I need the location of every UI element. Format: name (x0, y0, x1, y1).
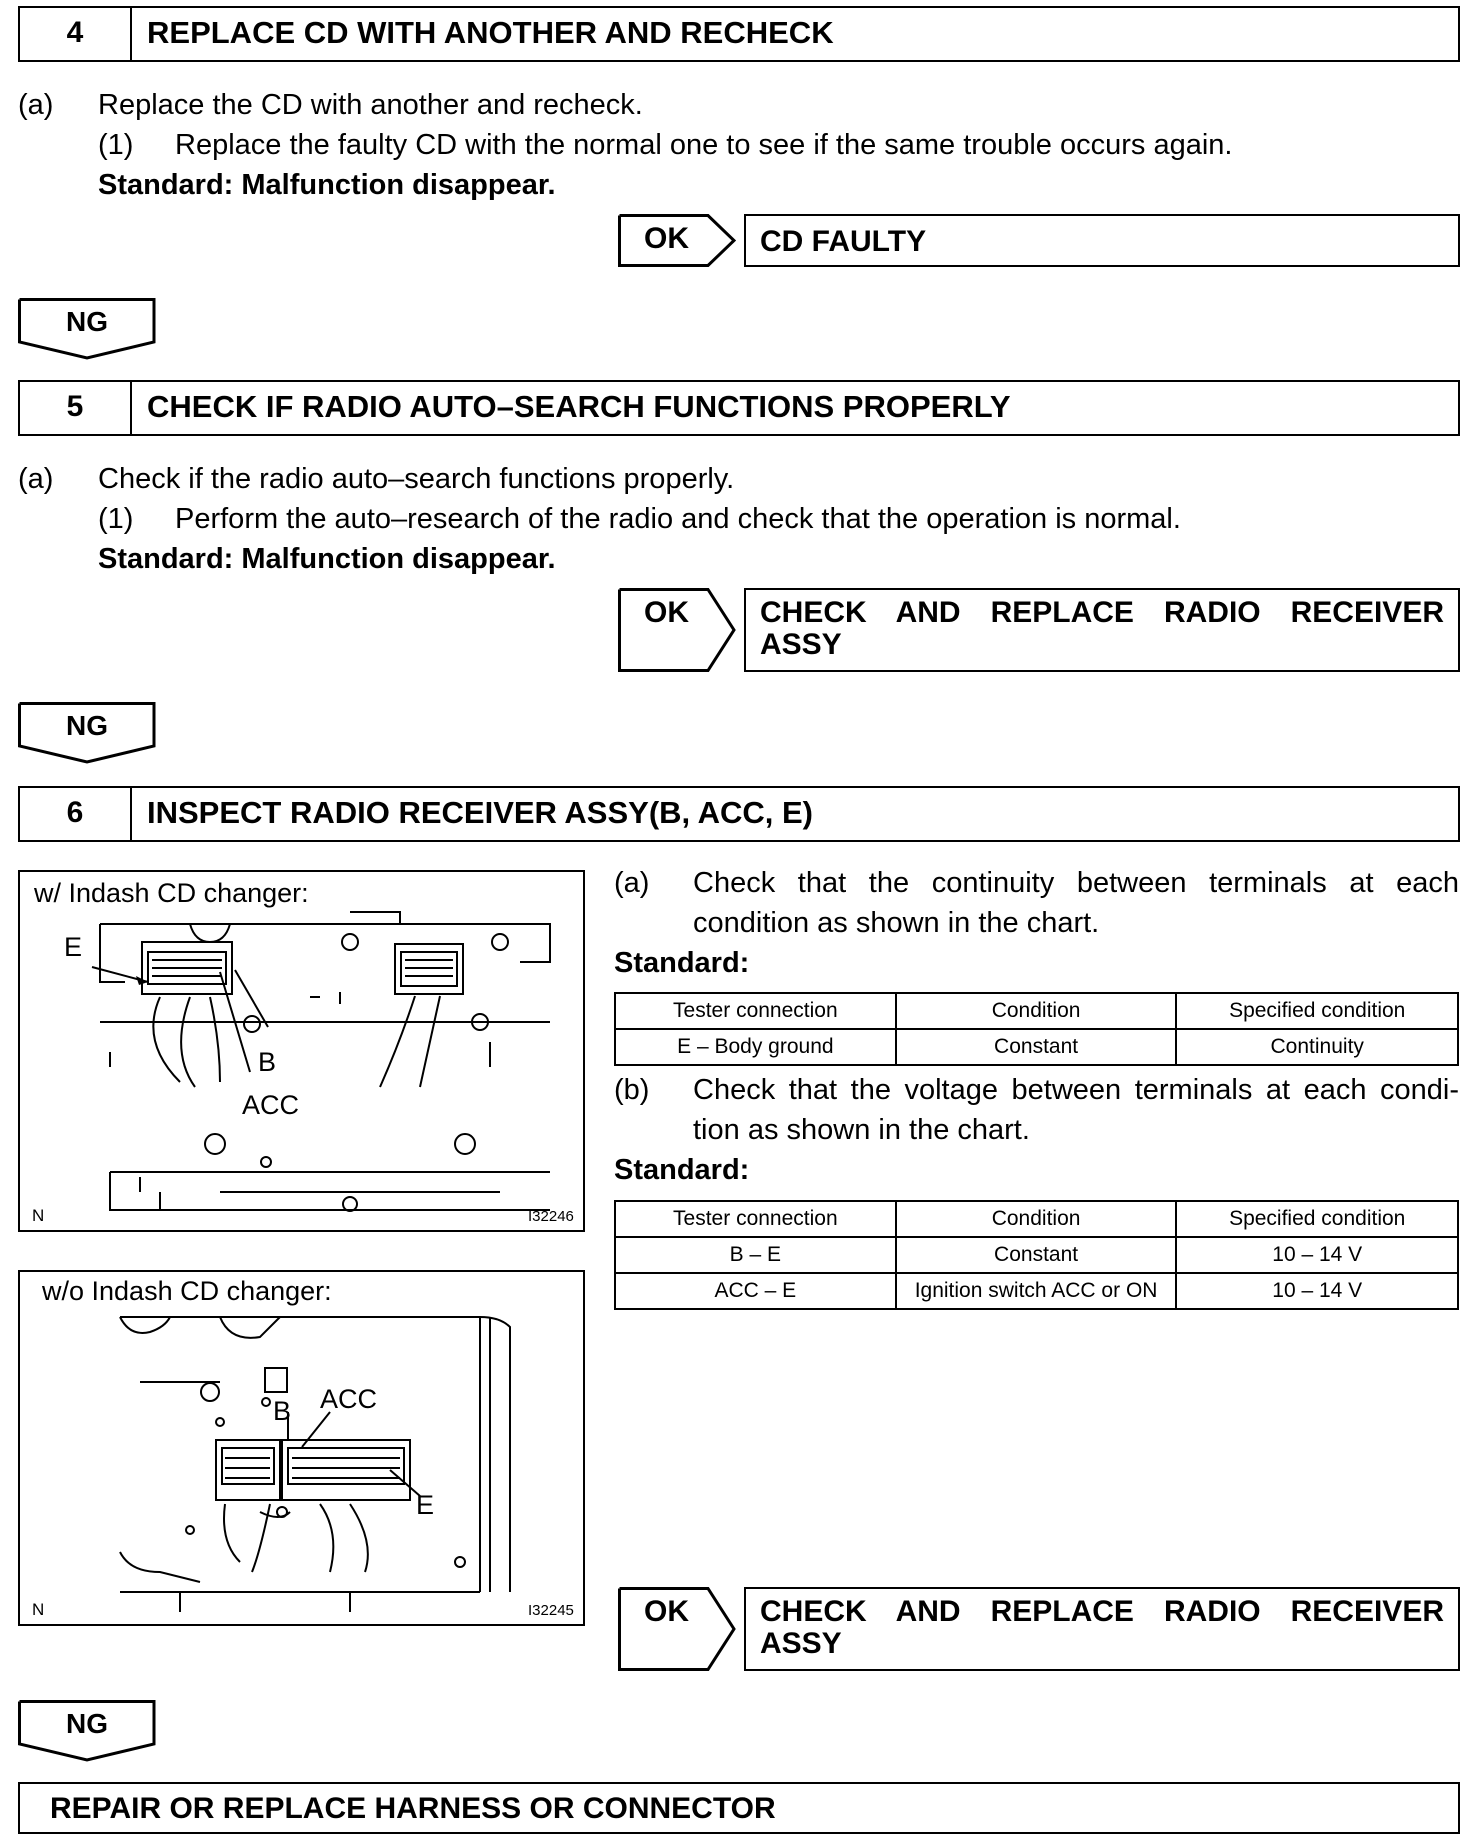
table-cell: Constant (896, 1029, 1177, 1065)
figure-caption: w/o Indash CD changer: (42, 1276, 332, 1306)
step6-b-line1: Check that the voltage between terminals at each condi- (693, 1074, 1459, 1106)
ng-label: NG (66, 710, 108, 741)
step4-sub-text: Replace the faulty CD with the normal one to see if the same trouble occurs again. (175, 129, 1233, 161)
label-e: E (64, 932, 83, 962)
figure-corner-mark: N (32, 1206, 45, 1225)
continuity-spec-table (614, 992, 1459, 1066)
step5-ok-result (744, 588, 1460, 672)
table-cell: 10 – 14 V (1176, 1237, 1458, 1273)
ng-label: NG (66, 306, 108, 337)
label-acc: ACC (242, 1090, 300, 1120)
label-acc: ACC (320, 1384, 378, 1414)
step-number: 6 (20, 788, 132, 840)
step-title: INSPECT RADIO RECEIVER ASSY(B, ACC, E) (147, 795, 814, 830)
step6-a-label: (a) (614, 867, 650, 899)
figure-with-cd-changer (18, 870, 585, 1232)
step6-a-line1: Check that the continuity between terminals at each (693, 867, 1459, 899)
ok-result-text: CD FAULTY (760, 225, 927, 258)
step6-standard-1: Standard: (614, 947, 750, 979)
step-4-header (18, 6, 1460, 62)
table-row (615, 1237, 1458, 1273)
ok-result-line2: ASSY (760, 628, 842, 661)
table-header-row (615, 993, 1458, 1029)
final-action-box (18, 1782, 1460, 1834)
table-header: Specified condition (1176, 993, 1458, 1029)
table-cell: E – Body ground (615, 1029, 896, 1065)
step4-ng-marker (18, 298, 156, 360)
step4-sub-label: (1) (98, 129, 134, 161)
ok-label: OK (644, 222, 689, 255)
step6-a-line2: condition as shown in the chart. (693, 907, 1100, 939)
step5-ok-arrow (618, 588, 736, 672)
step4-a-text: Replace the CD with another and recheck. (98, 89, 643, 121)
table-header: Specified condition (1176, 1201, 1458, 1237)
step4-ok-arrow (618, 214, 736, 267)
step6-ng-marker (18, 1700, 156, 1762)
figure-code: I32245 (528, 1602, 574, 1619)
table-header: Tester connection (615, 1201, 896, 1237)
step6-ok-result (744, 1587, 1460, 1671)
table-cell: Ignition switch ACC or ON (896, 1273, 1177, 1309)
figure-without-cd-changer (18, 1270, 585, 1626)
step6-b-line2: tion as shown in the chart. (693, 1114, 1030, 1146)
step-title: REPLACE CD WITH ANOTHER AND RECHECK (147, 15, 834, 50)
ok-result-line1: CHECK AND REPLACE RADIO RECEIVER (760, 596, 1444, 629)
step5-standard: Standard: Malfunction disappear. (98, 543, 556, 575)
radio-connector-diagram (20, 1272, 582, 1623)
step-title: CHECK IF RADIO AUTO–SEARCH FUNCTIONS PROPERLY (147, 389, 1011, 424)
step5-sub-text: Perform the auto–research of the radio and check that the operation is normal. (175, 503, 1181, 535)
step-6-header (18, 786, 1460, 842)
ok-result-line2: ASSY (760, 1627, 842, 1660)
radio-connector-diagram (20, 872, 582, 1229)
table-cell: 10 – 14 V (1176, 1273, 1458, 1309)
label-e: E (416, 1490, 435, 1520)
step5-sub-label: (1) (98, 503, 134, 535)
table-header: Tester connection (615, 993, 896, 1029)
table-cell: B – E (615, 1237, 896, 1273)
label-b: B (258, 1047, 277, 1077)
voltage-spec-table (614, 1200, 1459, 1310)
step6-b-label: (b) (614, 1074, 650, 1106)
ok-label: OK (644, 1595, 689, 1628)
step6-standard-2: Standard: (614, 1154, 750, 1186)
figure-corner-mark: N (32, 1600, 45, 1619)
ok-result-line1: CHECK AND REPLACE RADIO RECEIVER (760, 1595, 1444, 1628)
figure-code: I32246 (528, 1208, 574, 1225)
step5-ng-marker (18, 702, 156, 764)
step4-a-label: (a) (18, 89, 54, 121)
table-cell: Continuity (1176, 1029, 1458, 1065)
label-b: B (273, 1396, 292, 1426)
step-5-header (18, 380, 1460, 436)
step5-a-text: Check if the radio auto–search functions properly. (98, 463, 735, 495)
table-header-row (615, 1201, 1458, 1237)
step-number: 4 (20, 8, 132, 60)
table-cell: Constant (896, 1237, 1177, 1273)
step5-a-label: (a) (18, 463, 54, 495)
ok-label: OK (644, 596, 689, 629)
table-cell: ACC – E (615, 1273, 896, 1309)
step4-standard: Standard: Malfunction disappear. (98, 169, 556, 201)
ng-label: NG (66, 1708, 108, 1739)
table-header: Condition (896, 1201, 1177, 1237)
figure-caption: w/ Indash CD changer: (34, 878, 309, 908)
step-number: 5 (20, 382, 132, 434)
step6-ok-arrow (618, 1587, 736, 1671)
final-action-text: REPAIR OR REPLACE HARNESS OR CONNECTOR (50, 1792, 776, 1825)
table-header: Condition (896, 993, 1177, 1029)
step4-ok-result (744, 214, 1460, 267)
table-row (615, 1273, 1458, 1309)
table-row (615, 1029, 1458, 1065)
